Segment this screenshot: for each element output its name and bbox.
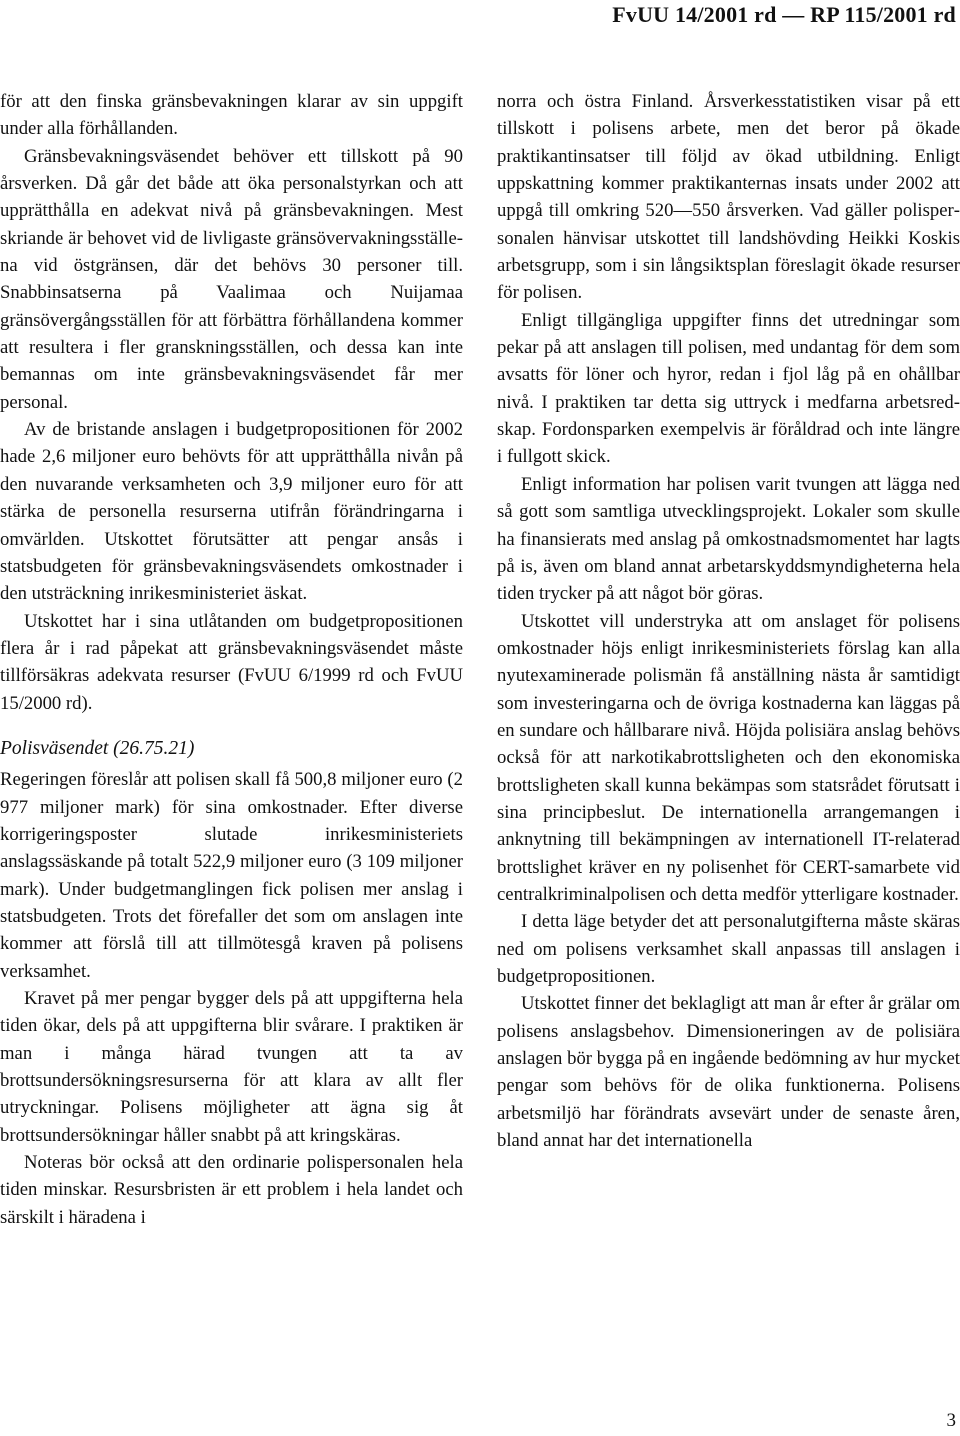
right-column <box>497 88 960 1154</box>
paragraph: Enligt tillgängliga uppgifter finns det utredningar som pekar på att anslagen till polisen, med undantag för dem som avsatts för löner och hyror, redan i fjol låg på en ohållbar nivå. I praktiken tar detta sig uttryck i medfarna arbetsredskap. Fordonsparken exempelvis är föråldrad och inte längre i fullgott skick. <box>497 309 960 468</box>
paragraph: Utskottet vill understryka att om anslaget för polisens omkostnader höjs enligt inrikesministeriets förslag kan alla nyutexaminerade polismän få anställning nästa år samtidigt som investeringarna och de övriga kostnaderna kan läggas på en sundare och hållbarare nivå. Höjda polisiära anslag behövs också för att narkotikabrottsligheten och den ekonomiska brottsligheten skall kunna bekämpas som statsrådet förutsatt i sina principbeslut. De internationella arrangemangen i anknytning till bekämpningen av internationell IT-relaterad brottslighet kräver en ny polisenhet för CERT-samarbete vid centralkriminalpolisen och detta medför ytterligare kostnader. <box>497 610 960 905</box>
paragraph: Gränsbevakningsväsendet behöver ett tillskott på 90 årsverken. Då går det både att öka personalstyrkan och att upprätthålla en adekvat nivå på gränsbevakningen. Mest skriande är behovet vid de livligaste gränsövervakningsställena vid östgränsen, där det behövs 30 personer till. Snabbinsatserna på Vaalimaa och Nuijamaa gränsövergångsställen för att förbättra förhållandena kommer att resultera i fler granskningsställen, och dessa kan inte bemannas om inte gränsbevakningsväsendet får mer personal. <box>0 145 463 413</box>
paragraph: Utskottet finner det beklagligt att man år efter år grälar om polisens anslagsbehov. Dimensioneringen av de polisiära anslagen bör bygga på en ingående bedömning av hur mycket pengar som behövs för de olika funktionerna. Polisens arbetsmiljö har förändrats avsevärt under de senaste åren, bland annat har det internationella <box>497 993 960 1152</box>
paragraph: I detta läge betyder det att personalutgifterna måste skäras ned om polisens verksamhet skall anpassas till anslagen i budgetpropositionen. <box>497 911 960 987</box>
paragraph: Enligt information har polisen varit tvungen att lägga ned så gott som samtliga utvecklingsprojekt. Lokaler som skulle ha finansierats med anslag på omkostnadsmomentet har lagts på is, även om bland annat arbetarskyddsmyndigheterna hela tiden trycker på att något bör göras. <box>497 473 960 605</box>
running-header: FvUU 14/2001 rd — RP 115/2001 rd <box>612 2 956 27</box>
paragraph: för att den finska gränsbevakningen klarar av sin uppgift under alla förhållanden. <box>0 91 463 140</box>
left-column <box>0 88 463 1231</box>
paragraph: norra och östra Finland. Årsverkesstatistiken visar på ett tillskott i polisens arbete, men det beror på ökade praktikantinsatser till följd av ökad utbildning. Enligt uppskattning kommer praktikanternas insats under 2002 att uppgå till omkring 520—550 årsverken. Vad gäller polispersonalen hänvisar utskottet till landshövding Heikki Koskis arbetsgrupp, som i sin långsiktsplan föreslagit ökade resurser för polisen. <box>497 91 960 304</box>
paragraph: Av de bristande anslagen i budgetpropositionen för 2002 hade 2,6 miljoner euro behövts för att upprätthålla nivån på den nuvarande verksamheten och 3,9 miljoner euro för att stärka de personella resurserna utifrån förändringarna i omvärlden. Utskottet förutsätter att pengar ansås i statsbudgeten för gränsbevakningsväsendets omkostnader i den utsträckning inrikesministeriet äskat. <box>0 419 463 605</box>
paragraph: Utskottet har i sina utlåtanden om budgetpropositionen flera år i rad påpekat att gränsbevakningsväsendet måste tillförsäkras adekvata resurser (FvUU 6/1999 rd och FvUU 15/2000 rd). <box>0 610 463 714</box>
paragraph: Noteras bör också att den ordinarie polispersonalen hela tiden minskar. Resursbristen är ett problem i hela landet och särskilt i häradena i <box>0 1152 463 1228</box>
section-heading: Polisväsendet (26.75.21) <box>0 737 195 759</box>
page-number: 3 <box>946 1410 956 1431</box>
paragraph: Regeringen föreslår att polisen skall få 500,8 miljoner euro (2 977 miljoner mark) för sina omkostnader. Efter diverse korrigeringsposter slutade inrikesministeriets anslagssäskande på totalt 522,9 miljoner euro (3 109 miljoner mark). Under budgetmanglingen fick polisen mer anslag i statsbudgeten. Trots det förefaller det som om anslagen inte kommer att förslå till att tillmötesgå kraven på polisens verksamhet. <box>0 769 463 982</box>
paragraph: Kravet på mer pengar bygger dels på att uppgifterna hela tiden ökar, dels på att uppgifterna blir svårare. I praktiken är man i många härad tvungen att ta av brottsundersökningsresurserna för att klara av allt fler utryckningar. Polisens möjligheter att ägna sig åt brottsundersökningar håller snabbt på att kringskäras. <box>0 988 463 1146</box>
